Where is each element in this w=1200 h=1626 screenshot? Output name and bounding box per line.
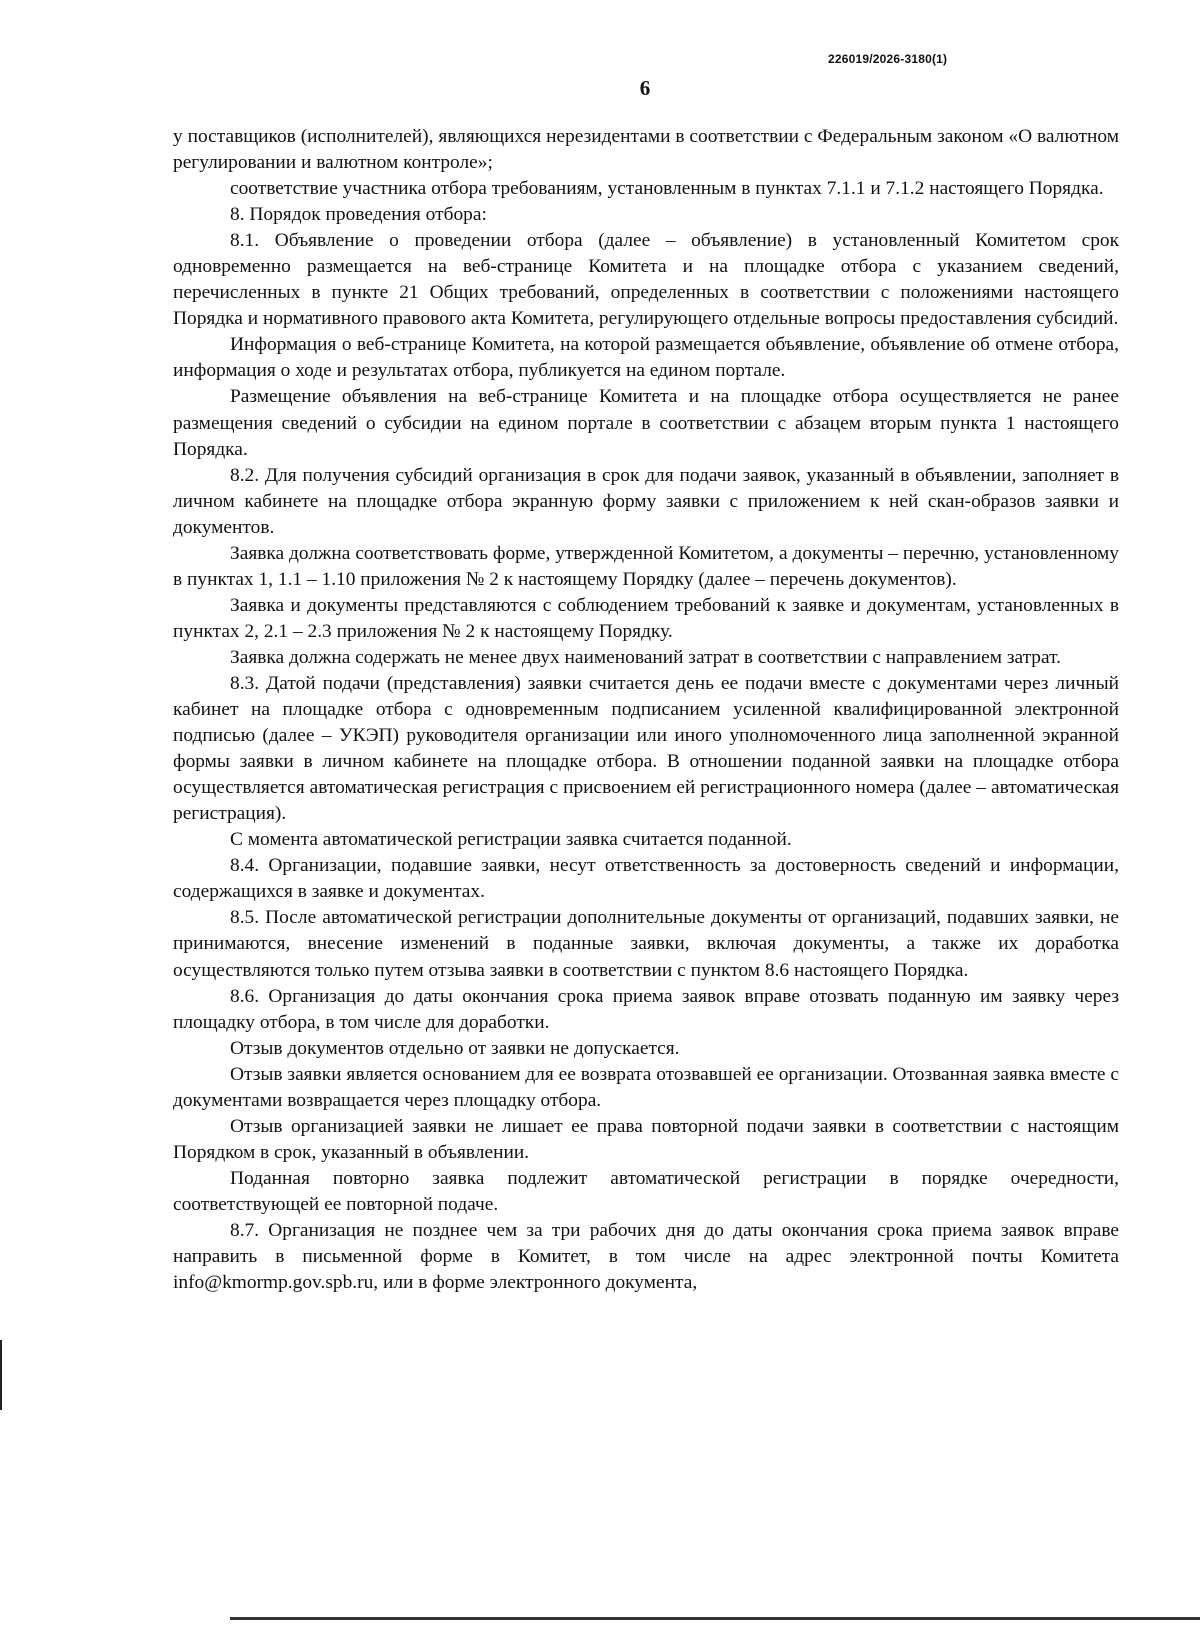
paragraph: 8.5. После автоматической регистрации дополнительные документы от организаций, подавших заявки, не принимаются, внесение изменений в поданные заявки, включая документы, а также их доработка осуществляются только путем отзыва заявки в соответствии с пунктом 8.6 настоящего Порядка. (173, 907, 1119, 981)
paragraph: Заявка должна соответствовать форме, утвержденной Комитетом, а документы – перечню, установленному в пунктах 1, 1.1 – 1.10 приложения № 2 к настоящему Порядку (далее – перечень документов). (173, 542, 1119, 590)
paragraph: 8.1. Объявление о проведении отбора (далее – объявление) в установленный Комитетом срок одновременно размещается на веб-странице Комитета и на площадке отбора с указанием сведений, перечисленных в пункте 21 Общих требований, определенных в соответствии с положениями настоящего Порядка и нормативного правового акта Комитета, регулирующего отдельные вопросы предоставления субсидий. (173, 230, 1119, 330)
paragraph: Информация о веб-странице Комитета, на которой размещается объявление, объявление об отмене отбора, информация о ходе и результатах отбора, публикуется на едином портале. (173, 334, 1119, 382)
paragraph: С момента автоматической регистрации заявка считается поданной. (230, 829, 792, 851)
paragraph: у поставщиков (исполнителей), являющихся нерезидентами в соответствии с Федеральным законом «О валютном регулировании и валютном контроле»; (173, 126, 1119, 174)
paragraph: Заявка и документы представляются с соблюдением требований к заявке и документам, установленных в пунктах 2, 2.1 – 2.3 приложения № 2 к настоящему Порядку. (173, 594, 1119, 642)
paragraph: Отзыв документов отдельно от заявки не допускается. (230, 1037, 680, 1059)
paragraph: Размещение объявления на веб-странице Комитета и на площадке отбора осуществляется не ранее размещения сведений о субсидии на едином портале в соответствии с абзацем вторым пункта 1 настоящего Порядка. (173, 386, 1119, 460)
registration-number: 226019/2026-3180(1) (828, 52, 948, 66)
paragraph: 8. Порядок проведения отбора: (230, 204, 487, 226)
scan-edge-mark (0, 1340, 2, 1410)
paragraph: 8.6. Организация до даты окончания срока приема заявок вправе отозвать поданную им заявку через площадку отбора, в том числе для доработки. (173, 985, 1119, 1033)
document-body (173, 124, 1119, 1296)
paragraph: 8.3. Датой подачи (представления) заявки считается день ее подачи вместе с документами через личный кабинет на площадке отбора с одновременным подписанием усиленной квалифицированной электронной подписью (далее – УКЭП) руководителя организации или иного уполномоченного лица заполненной экранной формы заявки в личном кабинете на площадке отбора. В отношении поданной заявки на площадке отбора осуществляется автоматическая регистрация с присвоением ей регистрационного номера (далее – автоматическая регистрация). (173, 672, 1119, 825)
page-number: 6 (639, 76, 651, 100)
paragraph: 8.4. Организации, подавшие заявки, несут ответственность за достоверность сведений и информации, содержащихся в заявке и документах. (173, 855, 1119, 903)
paragraph: 8.2. Для получения субсидий организация в срок для подачи заявок, указанный в объявлении, заполняет в личном кабинете на площадке отбора экранную форму заявки с приложением к ней скан-образов заявки и документов. (173, 464, 1119, 538)
paragraph: Отзыв организацией заявки не лишает ее права повторной подачи заявки в соответствии с настоящим Порядком в срок, указанный в объявлении. (173, 1115, 1119, 1163)
scan-bottom-edge (230, 1617, 1200, 1620)
paragraph: соответствие участника отбора требованиям, установленным в пунктах 7.1.1 и 7.1.2 настоящего Порядка. (230, 178, 1104, 200)
paragraph: Отзыв заявки является основанием для ее возврата отозвавшей ее организации. Отозванная заявка вместе с документами возвращается через площадку отбора. (173, 1063, 1119, 1111)
paragraph: Заявка должна содержать не менее двух наименований затрат в соответствии с направлением затрат. (230, 646, 1061, 668)
paragraph: Поданная повторно заявка подлежит автоматической регистрации в порядке очередности, соответствующей ее повторной подаче. (173, 1167, 1119, 1215)
paragraph: 8.7. Организация не позднее чем за три рабочих дня до даты окончания срока приема заявок вправе направить в письменной форме в Комитет, в том числе на адрес электронной почты Комитета info@kmormp.gov.spb.ru, или в форме электронного документа, (173, 1219, 1119, 1294)
